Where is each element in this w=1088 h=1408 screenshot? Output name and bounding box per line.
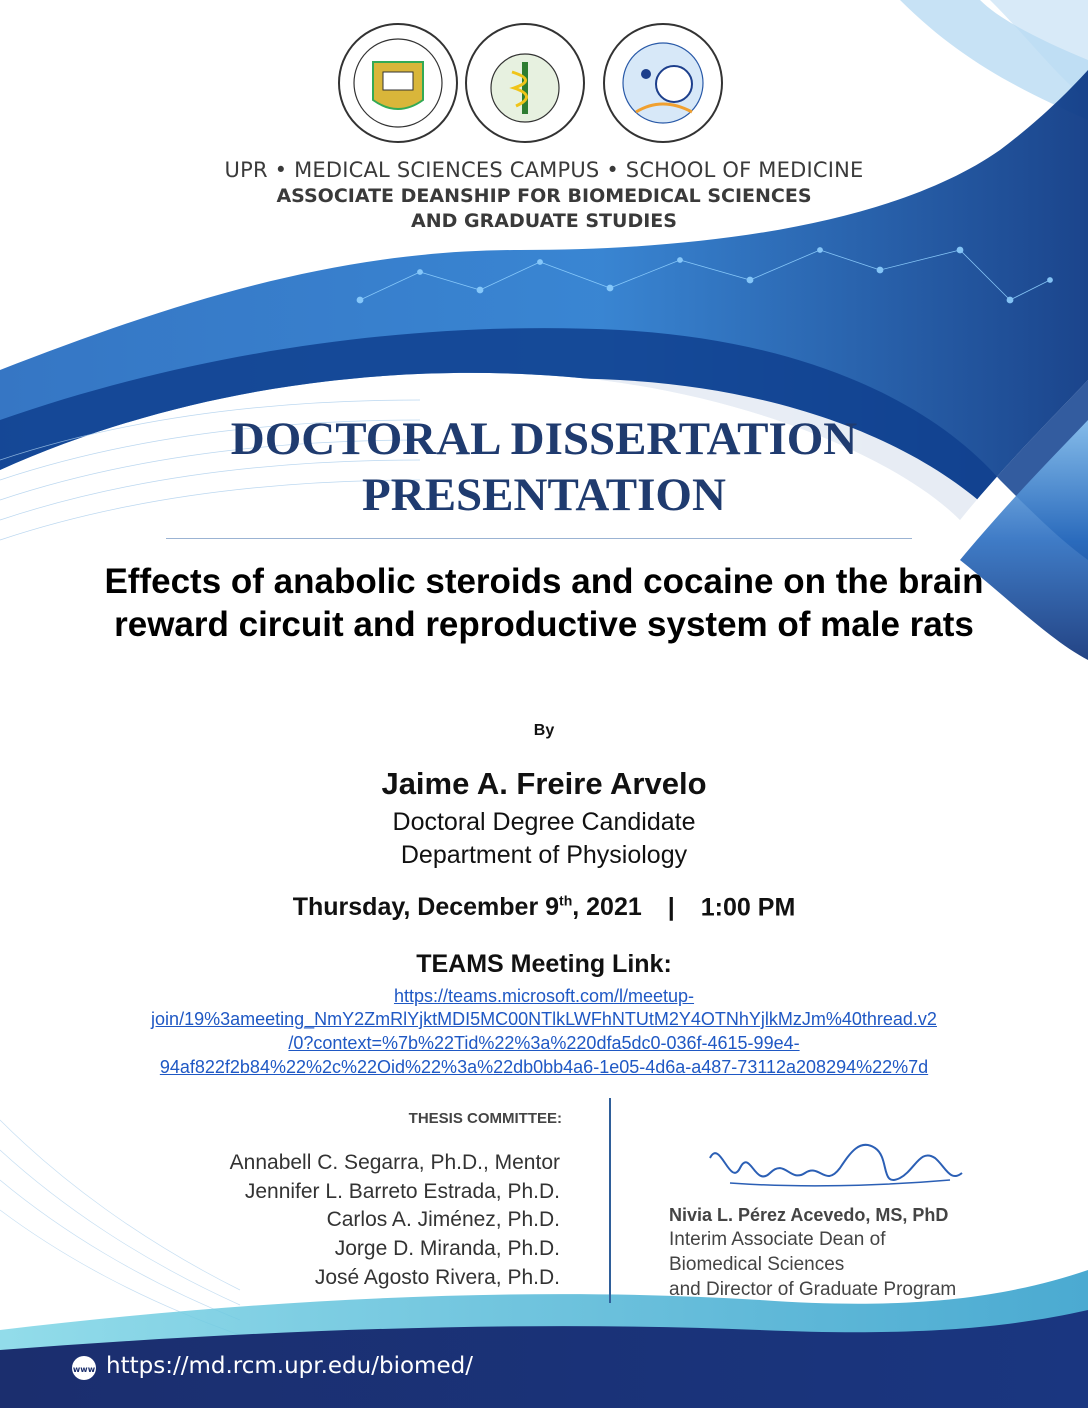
page-title-line-2: PRESENTATION [362, 469, 726, 521]
event-date-prefix: Thursday, December 9 [292, 893, 560, 922]
signatory-title-line-2: Biomedical Sciences [669, 1254, 845, 1275]
institution-line: UPR • MEDICAL SCIENCES CAMPUS • SCHOOL OF MEDICINE [224, 158, 864, 182]
event-time: 1:00 PM [700, 893, 796, 922]
escuela-de-medicina-seal [464, 22, 586, 144]
signatory-title: Interim Associate Dean of [669, 1229, 886, 1250]
committee-member: Jennifer L. Barreto Estrada, Ph.D. [244, 1180, 560, 1203]
committee-member: Jorge D. Miranda, Ph.D. [334, 1237, 560, 1260]
column-divider [609, 1098, 611, 1303]
teams-meeting-link-line-2[interactable]: join/19%3ameeting_NmY2ZmRlYjktMDI5MC00NTlkLWFhNTUtM2Y4OTNhYjlkMzJm%40thread.v2 [151, 1009, 937, 1029]
presenter-department: Department of Physiology [400, 841, 688, 869]
committee-heading: THESIS COMMITTEE: [408, 1110, 562, 1127]
by-label: By [533, 722, 555, 739]
recinto-ciencias-medicas-seal [337, 22, 459, 144]
page-title: DOCTORAL DISSERTATION [230, 413, 858, 465]
teams-meeting-link-line-3[interactable]: /0?context=%7b%22Tid%22%3a%220dfa5dc0-036f-4615-99e4- [288, 1033, 800, 1053]
presenter-role: Doctoral Degree Candidate [392, 808, 696, 836]
signatory-title-line-3: and Director of Graduate Program [669, 1279, 957, 1300]
division-ciencias-biomedicas-seal [602, 22, 724, 144]
thesis-title: Effects of anabolic steroids and cocaine on the brain reward circuit and reproductive system of male rats [104, 562, 984, 644]
footer-website-link[interactable]: https://md.rcm.upr.edu/biomed/ [106, 1353, 473, 1379]
teams-link-label: TEAMS Meeting Link: [416, 950, 672, 978]
committee-member: José Agosto Rivera, Ph.D. [314, 1266, 560, 1289]
committee-member: Annabell C. Segarra, Ph.D., Mentor [229, 1151, 560, 1174]
handwritten-signature [700, 1128, 970, 1208]
signatory-name: Nivia L. Pérez Acevedo, MS, PhD [669, 1205, 949, 1225]
deanship-line: ASSOCIATE DEANSHIP FOR BIOMEDICAL SCIENCES [276, 185, 812, 207]
event-date-suffix: th [559, 893, 573, 909]
teams-meeting-link[interactable]: https://teams.microsoft.com/l/meetup- [393, 986, 695, 1006]
event-datetime [0, 893, 1088, 922]
globe-icon [70, 1354, 98, 1382]
title-divider [166, 538, 912, 539]
deanship-line-2: AND GRADUATE STUDIES [411, 210, 677, 232]
presenter-name: Jaime A. Freire Arvelo [381, 766, 707, 801]
event-year: , 2021 [572, 893, 642, 922]
datetime-separator: | [667, 893, 675, 922]
committee-member: Carlos A. Jiménez, Ph.D. [326, 1208, 560, 1231]
svg-text:www: www [72, 1365, 96, 1374]
teams-meeting-link-line-4[interactable]: 94af822f2b84%22%2c%22Oid%22%3a%22db0bb4a6-1e05-4d6a-a487-73112a208294%22%7d [159, 1057, 929, 1077]
event-date [293, 893, 642, 921]
